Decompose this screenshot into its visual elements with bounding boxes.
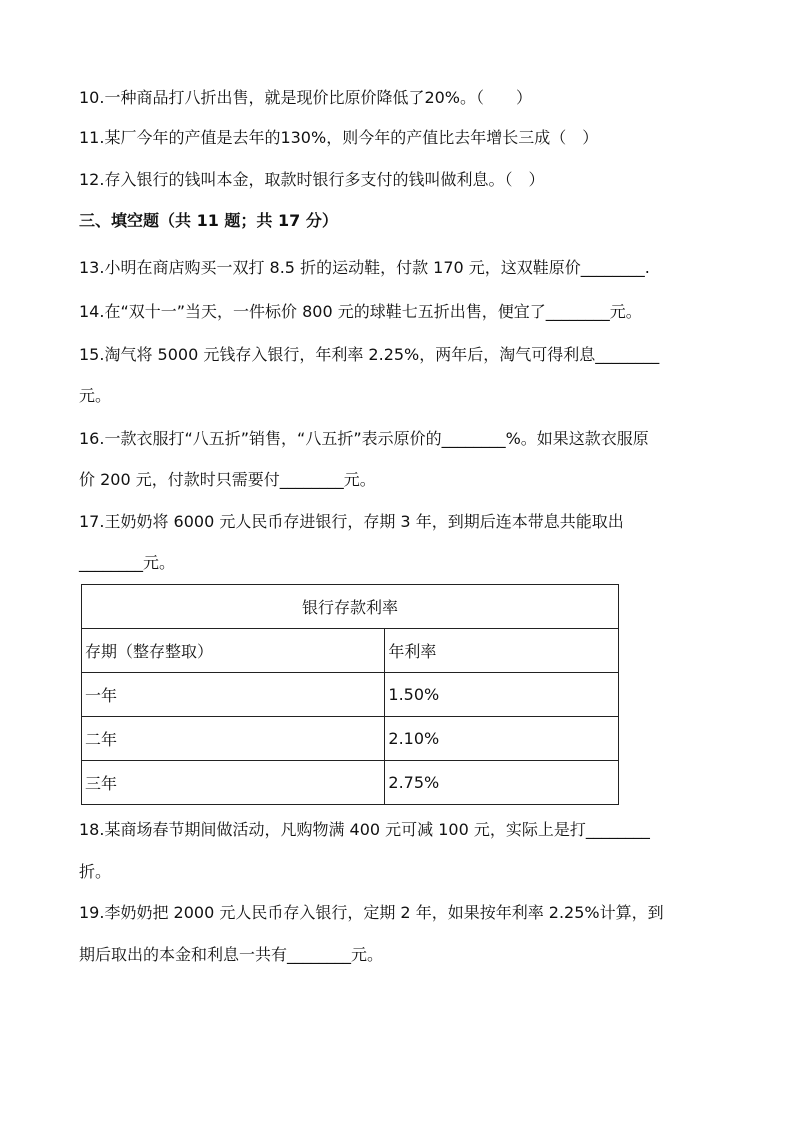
question-19-line-2: 期后取出的本金和利息一共有________元。 xyxy=(79,945,384,964)
interest-rate-table xyxy=(81,584,619,805)
term-cell: 二年 xyxy=(82,717,385,761)
table-title-row xyxy=(82,585,619,629)
rate-cell: 2.75% xyxy=(385,761,619,805)
table-header-row xyxy=(82,629,619,673)
question-18-line-1: 18.某商场春节期间做活动，凡购物满 400 元可减 100 元，实际上是打________ xyxy=(79,820,650,839)
question-19-line-1: 19.李奶奶把 2000 元人民币存入银行，定期 2 年，如果按年利率 2.25%计算，到 xyxy=(79,903,664,922)
question-16-line-2: 价 200 元，付款时只需要付________元。 xyxy=(79,470,376,489)
table-row xyxy=(82,673,619,717)
term-cell: 一年 xyxy=(82,673,385,717)
question-15-line-1: 15.淘气将 5000 元钱存入银行，年利率 2.25%，两年后，淘气可得利息________ xyxy=(79,345,660,364)
term-cell: 三年 xyxy=(82,761,385,805)
header-term: 存期（整存整取） xyxy=(82,629,385,673)
question-13: 13.小明在商店购买一双打 8.5 折的运动鞋，付款 170 元，这双鞋原价________. xyxy=(79,258,650,277)
question-17-line-2: ________元。 xyxy=(79,553,176,572)
question-16-line-1: 16.一款衣服打“八五折”销售，“八五折”表示原价的________%。如果这款衣服原 xyxy=(79,429,649,448)
header-annual-rate: 年利率 xyxy=(385,629,619,673)
question-18-line-2: 折。 xyxy=(79,862,112,881)
rate-cell: 2.10% xyxy=(385,717,619,761)
table-row xyxy=(82,717,619,761)
question-10: 10.一种商品打八折出售，就是现价比原价降低了20%。（ ） xyxy=(79,88,533,107)
rate-cell: 1.50% xyxy=(385,673,619,717)
question-15-line-2: 元。 xyxy=(79,386,112,405)
question-12: 12.存入银行的钱叫本金，取款时银行多支付的钱叫做利息。（ ） xyxy=(79,170,545,189)
section-heading-fill-blank: 三、填空题（共 11 题；共 17 分） xyxy=(79,211,338,230)
question-14: 14.在“双十一”当天，一件标价 800 元的球鞋七五折出售，便宜了________元。 xyxy=(79,302,642,321)
table-row xyxy=(82,761,619,805)
question-17-line-1: 17.王奶奶将 6000 元人民币存进银行，存期 3 年，到期后连本带息共能取出 xyxy=(79,512,624,531)
question-11: 11.某厂今年的产值是去年的130%，则今年的产值比去年增长三成（ ） xyxy=(79,128,599,147)
table-title: 银行存款利率 xyxy=(82,585,619,629)
